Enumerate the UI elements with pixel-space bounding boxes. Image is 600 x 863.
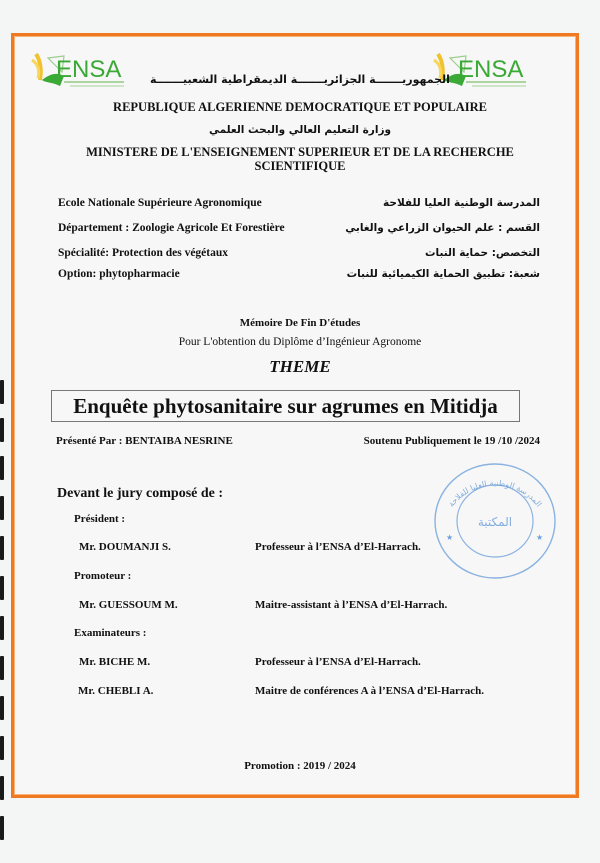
presented-by: Présenté Par : BENTAIBA NESRINE [56, 435, 233, 447]
memoire-purpose: Pour L'obtention du Diplôme d’Ingénieur Agronome [178, 336, 422, 348]
option-arabic: شعبة: تطبيق الحماية الكيميائية للنبات [346, 268, 540, 280]
school-arabic: المدرسة الوطنية العليا للفلاحة [383, 197, 540, 209]
star-icon: ★ [536, 533, 544, 542]
role-president: Président : [74, 513, 126, 525]
jury-member-title: Professeur à l’ENSA d’El-Harrach. [255, 656, 421, 668]
jury-member-name: Mr. CHEBLI A. [78, 685, 154, 697]
jury-member-title: Maitre de conférences A à l’ENSA d’El-Harrach. [255, 685, 485, 697]
ministry-french-line2: SCIENTIFIQUE [254, 159, 346, 173]
stamp-center-text: المكتبة [477, 515, 513, 529]
republic-french: REPUBLIQUE ALGERIENNE DEMOCRATIQUE ET POPULAIRE [113, 100, 487, 114]
speciality-arabic: التخصص: حماية النبات [424, 247, 540, 259]
theme-label: THEME [269, 357, 331, 376]
thesis-title: Enquête phytosanitaire sur agrumes en Mitidja [51, 390, 520, 422]
department-arabic: القسم : علم الحيوان الزراعي والغابي [345, 222, 540, 234]
library-stamp [432, 460, 558, 582]
jury-member-name: Mr. GUESSOUM M. [79, 599, 178, 611]
stamp-outer-text: المدرسة الوطنية العليا للفلاحة [446, 478, 544, 509]
role-examinateurs: Examinateurs : [74, 627, 147, 639]
promotion: Promotion : 2019 / 2024 [244, 760, 356, 772]
star-icon: ★ [446, 533, 454, 542]
memoire-type: Mémoire De Fin D'études [239, 317, 361, 329]
jury-member-title: Maitre-assistant à l’ENSA d’El-Harrach. [255, 599, 448, 611]
school-french: Ecole Nationale Supérieure Agronomique [58, 197, 262, 209]
option-french: Option: phytopharmacie [58, 268, 180, 280]
republic-arabic: الجمهوريـــــــة الجزائريـــــــة الديمقراطية الشعبيـــــــة [150, 73, 450, 86]
defense-date: Soutenu Publiquement le 19 /10 /2024 [363, 435, 540, 447]
spiral-binding [0, 380, 5, 863]
jury-member-name: Mr. DOUMANJI S. [79, 541, 171, 553]
logo-text: ENSA [56, 56, 122, 83]
ministry-french-line1: MINISTERE DE L'ENSEIGNEMENT SUPERIEUR ET DE LA RECHERCHE [86, 145, 514, 159]
speciality-french: Spécialité: Protection des végétaux [58, 247, 229, 259]
jury-member-title: Professeur à l’ENSA d’El-Harrach. [255, 541, 421, 553]
ministry-arabic: وزارة التعليم العالي والبحث العلمي [208, 124, 392, 136]
logo-text: ENSA [458, 56, 524, 83]
role-promoteur: Promoteur : [74, 570, 132, 582]
department-french: Département : Zoologie Agricole Et Forestière [58, 222, 285, 234]
jury-member-name: Mr. BICHE M. [79, 656, 151, 668]
jury-heading: Devant le jury composé de : [57, 486, 224, 501]
